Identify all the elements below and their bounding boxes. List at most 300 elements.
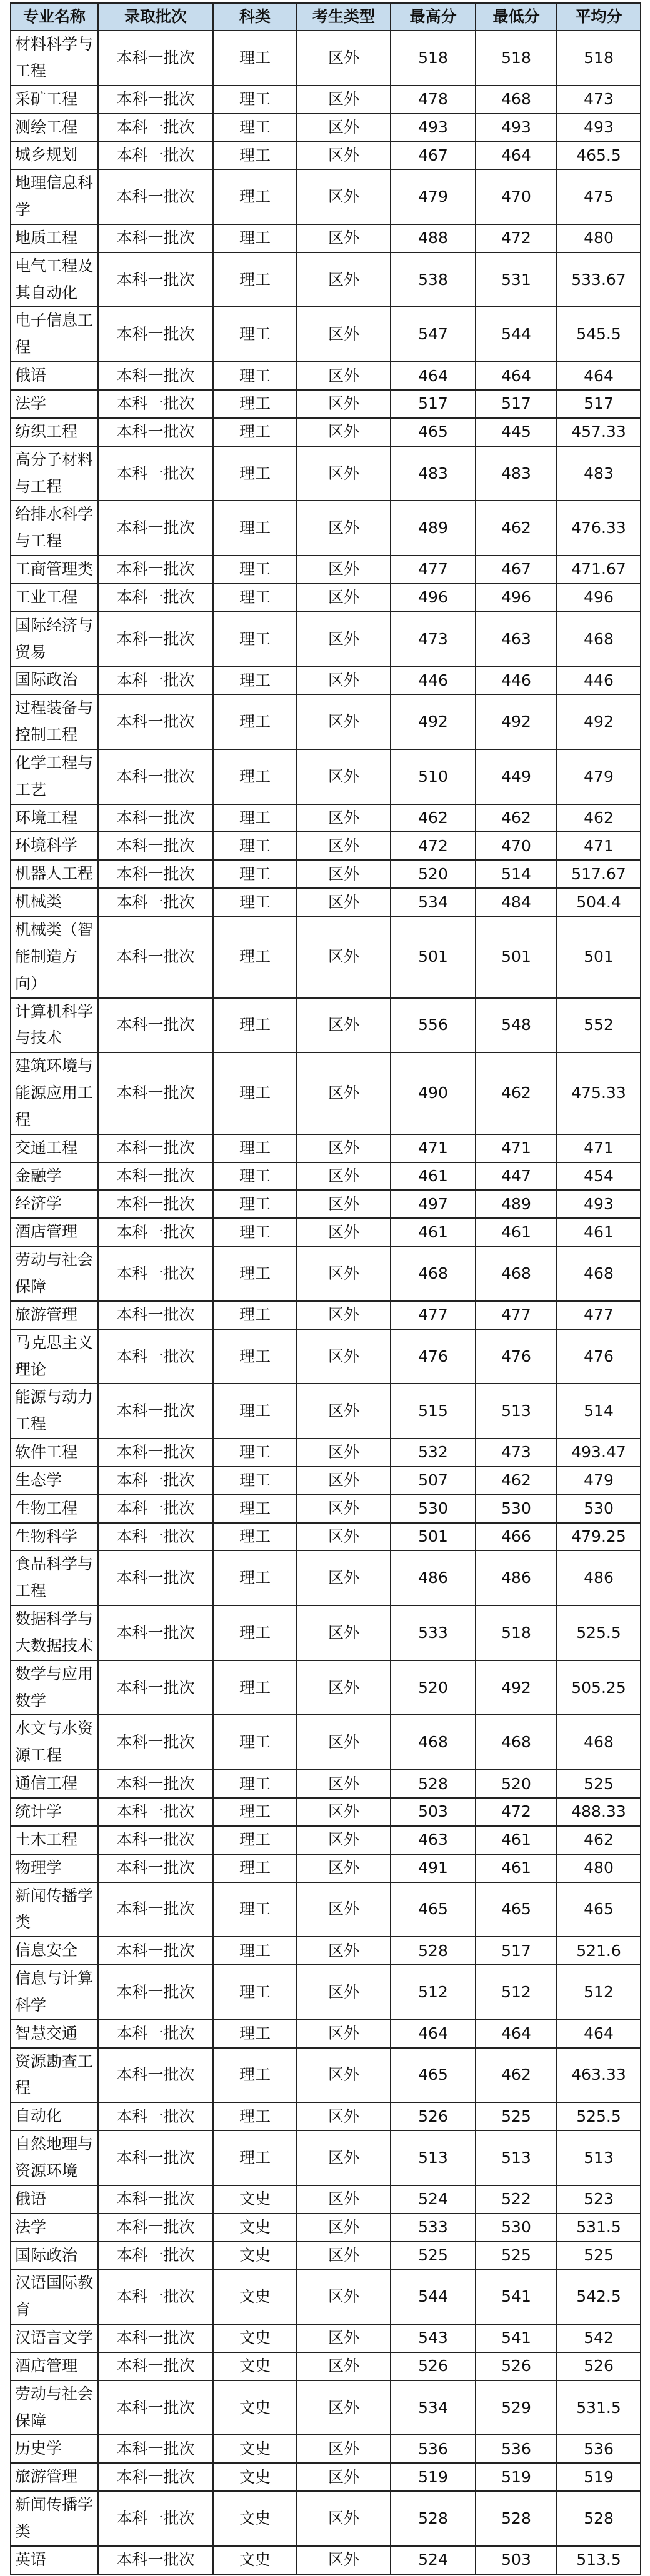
table-row: [11, 1218, 641, 1246]
student-type: 区外: [297, 2102, 391, 2130]
admission-batch: 本科一批次: [98, 362, 213, 390]
student-type: 区外: [297, 1246, 391, 1301]
max-score: 489: [391, 501, 476, 556]
table-row: [11, 1523, 641, 1551]
header-major: 专业名称: [11, 3, 98, 31]
avg-score: 486: [557, 1550, 641, 1605]
subject-category: 理工: [213, 584, 297, 612]
table-row: [11, 169, 641, 224]
max-score: 497: [391, 1190, 476, 1218]
admission-batch: 本科一批次: [98, 612, 213, 667]
table-row: [11, 390, 641, 418]
student-type: 区外: [297, 1439, 391, 1467]
table-row: [11, 2048, 641, 2103]
admission-batch: 本科一批次: [98, 307, 213, 362]
min-score: 462: [476, 2048, 557, 2103]
max-score: 524: [391, 2185, 476, 2214]
min-score: 525: [476, 2102, 557, 2130]
admission-batch: 本科一批次: [98, 1329, 213, 1384]
min-score: 530: [476, 1495, 557, 1523]
major-name: 智慧交通: [11, 2020, 98, 2048]
table-row: [11, 1162, 641, 1191]
min-score: 461: [476, 1218, 557, 1246]
subject-category: 理工: [213, 1439, 297, 1467]
header-avg-score: 平均分: [557, 3, 641, 31]
major-name: 旅游管理: [11, 1301, 98, 1329]
avg-score: 531.5: [557, 2380, 641, 2435]
admission-batch: 本科一批次: [98, 1384, 213, 1439]
table-row: [11, 2352, 641, 2380]
min-score: 464: [476, 2020, 557, 2048]
max-score: 446: [391, 666, 476, 694]
table-row: [11, 1854, 641, 1882]
max-score: 471: [391, 1134, 476, 1162]
admission-batch: 本科一批次: [98, 1937, 213, 1965]
student-type: 区外: [297, 1052, 391, 1134]
table-row: [11, 1439, 641, 1467]
major-name: 法学: [11, 2214, 98, 2242]
major-name: 工商管理类: [11, 556, 98, 584]
admission-batch: 本科一批次: [98, 1770, 213, 1798]
min-score: 496: [476, 584, 557, 612]
major-name: 汉语言文学: [11, 2324, 98, 2352]
major-name: 测绘工程: [11, 114, 98, 142]
admission-batch: 本科一批次: [98, 501, 213, 556]
table-row: [11, 307, 641, 362]
avg-score: 473: [557, 86, 641, 114]
subject-category: 理工: [213, 1246, 297, 1301]
student-type: 区外: [297, 252, 391, 307]
major-name: 自动化: [11, 2102, 98, 2130]
table-row: [11, 362, 641, 390]
subject-category: 理工: [213, 169, 297, 224]
min-score: 465: [476, 1882, 557, 1937]
admission-batch: 本科一批次: [98, 556, 213, 584]
major-name: 软件工程: [11, 1439, 98, 1467]
min-score: 473: [476, 1439, 557, 1467]
admission-batch: 本科一批次: [98, 31, 213, 86]
table-row: [11, 2130, 641, 2185]
min-score: 522: [476, 2185, 557, 2214]
admission-batch: 本科一批次: [98, 916, 213, 998]
student-type: 区外: [297, 1770, 391, 1798]
min-score: 447: [476, 1162, 557, 1191]
admission-batch: 本科一批次: [98, 2352, 213, 2380]
max-score: 544: [391, 2269, 476, 2324]
subject-category: 理工: [213, 390, 297, 418]
admission-batch: 本科一批次: [98, 694, 213, 749]
admission-batch: 本科一批次: [98, 446, 213, 501]
major-name: 劳动与社会保障: [11, 1246, 98, 1301]
min-score: 519: [476, 2463, 557, 2491]
admission-batch: 本科一批次: [98, 1495, 213, 1523]
table-row: [11, 1301, 641, 1329]
table-row: [11, 1826, 641, 1854]
table-header-row: [11, 3, 641, 31]
major-name: 酒店管理: [11, 2352, 98, 2380]
subject-category: 文史: [213, 2546, 297, 2574]
major-name: 环境工程: [11, 804, 98, 832]
subject-category: 理工: [213, 1162, 297, 1191]
avg-score: 542.5: [557, 2269, 641, 2324]
min-score: 461: [476, 1826, 557, 1854]
max-score: 496: [391, 584, 476, 612]
avg-score: 462: [557, 1826, 641, 1854]
student-type: 区外: [297, 832, 391, 860]
avg-score: 462: [557, 804, 641, 832]
major-name: 材料科学与工程: [11, 31, 98, 86]
student-type: 区外: [297, 998, 391, 1053]
min-score: 472: [476, 224, 557, 252]
subject-category: 理工: [213, 860, 297, 888]
major-name: 高分子材料与工程: [11, 446, 98, 501]
admission-batch: 本科一批次: [98, 1826, 213, 1854]
major-name: 生物科学: [11, 1523, 98, 1551]
avg-score: 536: [557, 2435, 641, 2463]
student-type: 区外: [297, 612, 391, 667]
max-score: 528: [391, 2491, 476, 2546]
max-score: 510: [391, 749, 476, 804]
max-score: 532: [391, 1439, 476, 1467]
max-score: 534: [391, 888, 476, 916]
subject-category: 理工: [213, 1052, 297, 1134]
table-row: [11, 1937, 641, 1965]
min-score: 512: [476, 1965, 557, 2020]
major-name: 生物工程: [11, 1495, 98, 1523]
admission-batch: 本科一批次: [98, 2130, 213, 2185]
avg-score: 519: [557, 2463, 641, 2491]
major-name: 俄语: [11, 362, 98, 390]
avg-score: 493: [557, 1190, 641, 1218]
admission-batch: 本科一批次: [98, 1660, 213, 1715]
min-score: 468: [476, 86, 557, 114]
score-table-container: [10, 2, 640, 2575]
student-type: 区外: [297, 2048, 391, 2103]
subject-category: 理工: [213, 1937, 297, 1965]
avg-score: 476: [557, 1329, 641, 1384]
subject-category: 文史: [213, 2380, 297, 2435]
student-type: 区外: [297, 1660, 391, 1715]
admission-batch: 本科一批次: [98, 1798, 213, 1826]
avg-score: 465: [557, 1882, 641, 1937]
avg-score: 512: [557, 1965, 641, 2020]
subject-category: 理工: [213, 307, 297, 362]
student-type: 区外: [297, 888, 391, 916]
avg-score: 471: [557, 1134, 641, 1162]
admission-batch: 本科一批次: [98, 1190, 213, 1218]
table-row: [11, 1965, 641, 2020]
max-score: 472: [391, 832, 476, 860]
min-score: 464: [476, 362, 557, 390]
avg-score: 528: [557, 2491, 641, 2546]
min-score: 467: [476, 556, 557, 584]
major-name: 国际经济与贸易: [11, 612, 98, 667]
student-type: 区外: [297, 2324, 391, 2352]
major-name: 金融学: [11, 1162, 98, 1191]
subject-category: 理工: [213, 1605, 297, 1660]
subject-category: 理工: [213, 1134, 297, 1162]
major-name: 化学工程与工艺: [11, 749, 98, 804]
student-type: 区外: [297, 1882, 391, 1937]
major-name: 地质工程: [11, 224, 98, 252]
table-row: [11, 2269, 641, 2324]
avg-score: 480: [557, 224, 641, 252]
major-name: 工业工程: [11, 584, 98, 612]
min-score: 544: [476, 307, 557, 362]
max-score: 525: [391, 2242, 476, 2270]
table-row: [11, 224, 641, 252]
student-type: 区外: [297, 169, 391, 224]
student-type: 区外: [297, 860, 391, 888]
max-score: 465: [391, 1882, 476, 1937]
min-score: 470: [476, 832, 557, 860]
student-type: 区外: [297, 1523, 391, 1551]
max-score: 530: [391, 1495, 476, 1523]
table-row: [11, 501, 641, 556]
avg-score: 454: [557, 1162, 641, 1191]
student-type: 区外: [297, 2130, 391, 2185]
major-name: 马克思主义理论: [11, 1329, 98, 1384]
table-row: [11, 446, 641, 501]
table-row: [11, 916, 641, 998]
max-score: 465: [391, 418, 476, 446]
avg-score: 525: [557, 1770, 641, 1798]
major-name: 纺织工程: [11, 418, 98, 446]
subject-category: 理工: [213, 1384, 297, 1439]
admission-batch: 本科一批次: [98, 1218, 213, 1246]
major-name: 劳动与社会保障: [11, 2380, 98, 2435]
table-row: [11, 1798, 641, 1826]
avg-score: 464: [557, 362, 641, 390]
subject-category: 理工: [213, 141, 297, 169]
major-name: 资源勘查工程: [11, 2048, 98, 2103]
avg-score: 501: [557, 916, 641, 998]
major-name: 酒店管理: [11, 1218, 98, 1246]
subject-category: 文史: [213, 2185, 297, 2214]
max-score: 461: [391, 1162, 476, 1191]
max-score: 528: [391, 1770, 476, 1798]
avg-score: 517: [557, 390, 641, 418]
major-name: 英语: [11, 2546, 98, 2574]
min-score: 486: [476, 1550, 557, 1605]
min-score: 463: [476, 612, 557, 667]
major-name: 经济学: [11, 1190, 98, 1218]
table-row: [11, 86, 641, 114]
student-type: 区外: [297, 694, 391, 749]
table-row: [11, 1715, 641, 1770]
min-score: 484: [476, 888, 557, 916]
table-row: [11, 2324, 641, 2352]
header-batch: 录取批次: [98, 3, 213, 31]
min-score: 468: [476, 1715, 557, 1770]
subject-category: 理工: [213, 1965, 297, 2020]
admission-batch: 本科一批次: [98, 2185, 213, 2214]
avg-score: 505.25: [557, 1660, 641, 1715]
max-score: 536: [391, 2435, 476, 2463]
student-type: 区外: [297, 1495, 391, 1523]
header-min-score: 最低分: [476, 3, 557, 31]
max-score: 477: [391, 556, 476, 584]
major-name: 食品科学与工程: [11, 1550, 98, 1605]
avg-score: 504.4: [557, 888, 641, 916]
min-score: 445: [476, 418, 557, 446]
subject-category: 文史: [213, 2324, 297, 2352]
student-type: 区外: [297, 556, 391, 584]
max-score: 465: [391, 2048, 476, 2103]
student-type: 区外: [297, 307, 391, 362]
admission-batch: 本科一批次: [98, 860, 213, 888]
max-score: 463: [391, 1826, 476, 1854]
min-score: 449: [476, 749, 557, 804]
min-score: 517: [476, 390, 557, 418]
min-score: 517: [476, 1937, 557, 1965]
max-score: 462: [391, 804, 476, 832]
min-score: 462: [476, 1467, 557, 1495]
subject-category: 理工: [213, 666, 297, 694]
admission-batch: 本科一批次: [98, 141, 213, 169]
avg-score: 525.5: [557, 1605, 641, 1660]
max-score: 526: [391, 2352, 476, 2380]
table-row: [11, 1550, 641, 1605]
student-type: 区外: [297, 2435, 391, 2463]
admission-batch: 本科一批次: [98, 2242, 213, 2270]
table-row: [11, 31, 641, 86]
major-name: 机器人工程: [11, 860, 98, 888]
admission-batch: 本科一批次: [98, 418, 213, 446]
table-row: [11, 141, 641, 169]
subject-category: 理工: [213, 1826, 297, 1854]
min-score: 536: [476, 2435, 557, 2463]
admission-batch: 本科一批次: [98, 1965, 213, 2020]
max-score: 547: [391, 307, 476, 362]
min-score: 462: [476, 501, 557, 556]
subject-category: 理工: [213, 749, 297, 804]
max-score: 501: [391, 916, 476, 998]
major-name: 给排水科学与工程: [11, 501, 98, 556]
avg-score: 525: [557, 2242, 641, 2270]
min-score: 470: [476, 169, 557, 224]
student-type: 区外: [297, 224, 391, 252]
avg-score: 471: [557, 832, 641, 860]
admission-batch: 本科一批次: [98, 998, 213, 1053]
table-row: [11, 749, 641, 804]
subject-category: 理工: [213, 501, 297, 556]
min-score: 541: [476, 2324, 557, 2352]
min-score: 518: [476, 1605, 557, 1660]
min-score: 520: [476, 1770, 557, 1798]
avg-score: 483: [557, 446, 641, 501]
admission-batch: 本科一批次: [98, 224, 213, 252]
admission-batch: 本科一批次: [98, 2214, 213, 2242]
subject-category: 理工: [213, 1854, 297, 1882]
student-type: 区外: [297, 804, 391, 832]
major-name: 机械类: [11, 888, 98, 916]
table-row: [11, 1329, 641, 1384]
major-name: 过程装备与控制工程: [11, 694, 98, 749]
table-row: [11, 1246, 641, 1301]
avg-score: 514: [557, 1384, 641, 1439]
admission-batch: 本科一批次: [98, 2546, 213, 2574]
admission-batch: 本科一批次: [98, 1715, 213, 1770]
subject-category: 文史: [213, 2242, 297, 2270]
major-name: 旅游管理: [11, 2463, 98, 2491]
admission-batch: 本科一批次: [98, 888, 213, 916]
table-row: [11, 1052, 641, 1134]
min-score: 526: [476, 2352, 557, 2380]
subject-category: 理工: [213, 1467, 297, 1495]
avg-score: 493.47: [557, 1439, 641, 1467]
min-score: 528: [476, 2491, 557, 2546]
student-type: 区外: [297, 446, 391, 501]
admission-batch: 本科一批次: [98, 390, 213, 418]
major-name: 国际政治: [11, 666, 98, 694]
min-score: 501: [476, 916, 557, 998]
subject-category: 理工: [213, 252, 297, 307]
student-type: 区外: [297, 114, 391, 142]
student-type: 区外: [297, 2546, 391, 2574]
admission-batch: 本科一批次: [98, 1162, 213, 1191]
table-row: [11, 1467, 641, 1495]
subject-category: 理工: [213, 1715, 297, 1770]
subject-category: 理工: [213, 1882, 297, 1937]
min-score: 525: [476, 2242, 557, 2270]
admission-batch: 本科一批次: [98, 2324, 213, 2352]
avg-score: 521.6: [557, 1937, 641, 1965]
max-score: 507: [391, 1467, 476, 1495]
subject-category: 理工: [213, 804, 297, 832]
min-score: 492: [476, 694, 557, 749]
max-score: 467: [391, 141, 476, 169]
major-name: 建筑环境与能源应用工程: [11, 1052, 98, 1134]
admission-batch: 本科一批次: [98, 1467, 213, 1495]
table-row: [11, 2020, 641, 2048]
table-row: [11, 804, 641, 832]
subject-category: 理工: [213, 832, 297, 860]
avg-score: 513: [557, 2130, 641, 2185]
avg-score: 479: [557, 1467, 641, 1495]
table-row: [11, 1384, 641, 1439]
major-name: 环境科学: [11, 832, 98, 860]
student-type: 区外: [297, 141, 391, 169]
avg-score: 488.33: [557, 1798, 641, 1826]
avg-score: 480: [557, 1854, 641, 1882]
header-max-score: 最高分: [391, 3, 476, 31]
student-type: 区外: [297, 501, 391, 556]
major-name: 历史学: [11, 2435, 98, 2463]
admission-batch: 本科一批次: [98, 2269, 213, 2324]
subject-category: 理工: [213, 1660, 297, 1715]
admission-batch: 本科一批次: [98, 2020, 213, 2048]
major-name: 统计学: [11, 1798, 98, 1826]
major-name: 汉语国际教育: [11, 2269, 98, 2324]
admission-batch: 本科一批次: [98, 749, 213, 804]
avg-score: 479.25: [557, 1523, 641, 1551]
avg-score: 526: [557, 2352, 641, 2380]
subject-category: 理工: [213, 418, 297, 446]
table-row: [11, 2546, 641, 2574]
major-name: 数学与应用数学: [11, 1660, 98, 1715]
major-name: 通信工程: [11, 1770, 98, 1798]
student-type: 区外: [297, 1218, 391, 1246]
table-row: [11, 252, 641, 307]
min-score: 472: [476, 1798, 557, 1826]
avg-score: 479: [557, 749, 641, 804]
subject-category: 理工: [213, 694, 297, 749]
min-score: 493: [476, 114, 557, 142]
max-score: 464: [391, 362, 476, 390]
student-type: 区外: [297, 1798, 391, 1826]
admission-batch: 本科一批次: [98, 666, 213, 694]
